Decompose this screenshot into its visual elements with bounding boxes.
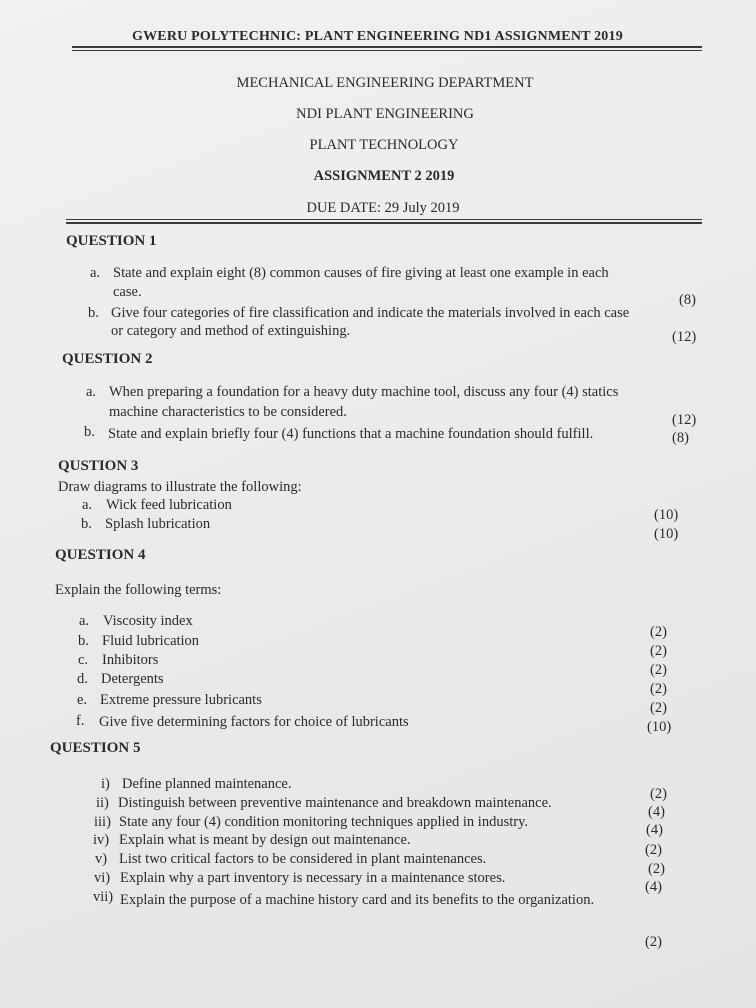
q4-item-label: c. <box>78 652 89 668</box>
q4-item-text: Give five determining factors for choice of lubricants <box>99 714 409 730</box>
q2-b-label: b. <box>84 424 95 440</box>
q3-a-text: Wick feed lubrication <box>106 497 232 513</box>
programme: NDI PLANT ENGINEERING <box>296 106 474 122</box>
q2-a-label: a. <box>86 384 97 400</box>
question-5-heading: QUESTION 5 <box>50 740 141 756</box>
q4-item-text: Viscosity index <box>103 613 193 629</box>
subject: PLANT TECHNOLOGY <box>309 137 459 153</box>
q5-item-text: Explain why a part inventory is necessary in a maintenance stores. <box>120 870 506 886</box>
q5-item-label: v) <box>95 851 108 867</box>
q5-item-label: vii) <box>93 889 114 905</box>
q4-item-label: b. <box>78 633 89 649</box>
q4-item-marks: (2) <box>650 662 667 678</box>
assignment-number: ASSIGNMENT 2 2019 <box>313 168 455 184</box>
q4-item-text: Fluid lubrication <box>102 633 200 649</box>
title-underline-thin <box>72 50 702 51</box>
title-underline <box>72 46 702 48</box>
q3-intro: Draw diagrams to illustrate the following: <box>58 479 302 495</box>
q5-item-marks: (2) <box>648 861 665 877</box>
header-rule <box>66 219 702 220</box>
q5-item-text: Distinguish between preventive maintenance and breakdown maintenance. <box>118 795 552 811</box>
q1-a-marks: (8) <box>679 292 696 308</box>
q5-item-marks: (4) <box>648 804 665 820</box>
question-4-heading: QUESTION 4 <box>55 547 146 563</box>
q4-item-label: e. <box>77 692 88 708</box>
question-3-heading: QUSTION 3 <box>58 458 139 474</box>
q5-item-text: State any four (4) condition monitoring techniques applied in industry. <box>119 814 529 830</box>
q4-item-label: a. <box>79 613 90 629</box>
q5-item-marks: (2) <box>645 934 662 950</box>
question-1-heading: QUESTION 1 <box>66 233 157 249</box>
q3-b-marks: (10) <box>654 526 679 542</box>
q2-b-marks: (8) <box>672 430 689 446</box>
q5-item-text: Define planned maintenance. <box>122 776 292 792</box>
q4-item-text: Inhibitors <box>102 652 159 668</box>
q1-a-text-2: case. <box>113 284 142 300</box>
due-date: DUE DATE: 29 July 2019 <box>306 200 460 216</box>
q4-item-label: f. <box>76 713 85 729</box>
q2-a-text-1: When preparing a foundation for a heavy duty machine tool, discuss any four (4) statics <box>109 384 619 400</box>
q5-item-label: i) <box>101 776 110 792</box>
q5-item-label: vi) <box>94 870 111 886</box>
q4-item-marks: (2) <box>650 624 667 640</box>
q4-item-marks: (2) <box>650 643 667 659</box>
q5-item-text: Explain what is meant by design out maintenance. <box>119 832 411 848</box>
q4-item-text: Extreme pressure lubricants <box>100 692 262 708</box>
q5-item-marks: (2) <box>650 786 667 802</box>
q5-item-marks: (4) <box>645 879 662 895</box>
q5-item-text: List two critical factors to be considered in plant maintenances. <box>119 851 487 867</box>
q1-b-marks: (12) <box>672 329 697 345</box>
q5-item-label: iv) <box>93 832 110 848</box>
q5-item-label: ii) <box>96 795 109 811</box>
q3-a-label: a. <box>82 497 93 513</box>
q3-b-text: Splash lubrication <box>105 516 211 532</box>
q1-a-label: a. <box>90 265 101 281</box>
q2-b-text: State and explain briefly four (4) functions that a machine foundation should fulfill. <box>108 426 594 442</box>
q1-a-text-1: State and explain eight (8) common causes of fire giving at least one example in each <box>113 265 609 281</box>
header-rule-thick <box>66 222 702 224</box>
q5-item-marks: (2) <box>645 842 662 858</box>
document-title: GWERU POLYTECHNIC: PLANT ENGINEERING ND1 ASSIGNMENT 2019 <box>132 29 623 44</box>
q5-item-text: Explain the purpose of a machine history card and its benefits to the organization. <box>120 892 595 908</box>
q4-intro: Explain the following terms: <box>55 582 222 598</box>
q4-item-marks: (10) <box>647 719 672 735</box>
q4-item-marks: (2) <box>650 700 667 716</box>
q2-a-text-2: machine characteristics to be considered. <box>109 404 347 420</box>
q5-item-label: iii) <box>94 814 111 830</box>
q1-b-text-1: Give four categories of fire classification and indicate the materials involved in each case <box>111 305 630 321</box>
q4-item-label: d. <box>77 671 88 687</box>
question-2-heading: QUESTION 2 <box>62 351 153 367</box>
q4-item-text: Detergents <box>101 671 164 687</box>
department: MECHANICAL ENGINEERING DEPARTMENT <box>236 75 534 91</box>
q5-item-marks: (4) <box>646 822 663 838</box>
q3-a-marks: (10) <box>654 507 679 523</box>
q2-a-marks: (12) <box>672 412 697 428</box>
q3-b-label: b. <box>81 516 92 532</box>
q1-b-label: b. <box>88 305 99 321</box>
q1-b-text-2: or category and method of extinguishing. <box>111 323 351 339</box>
q4-item-marks: (2) <box>650 681 667 697</box>
